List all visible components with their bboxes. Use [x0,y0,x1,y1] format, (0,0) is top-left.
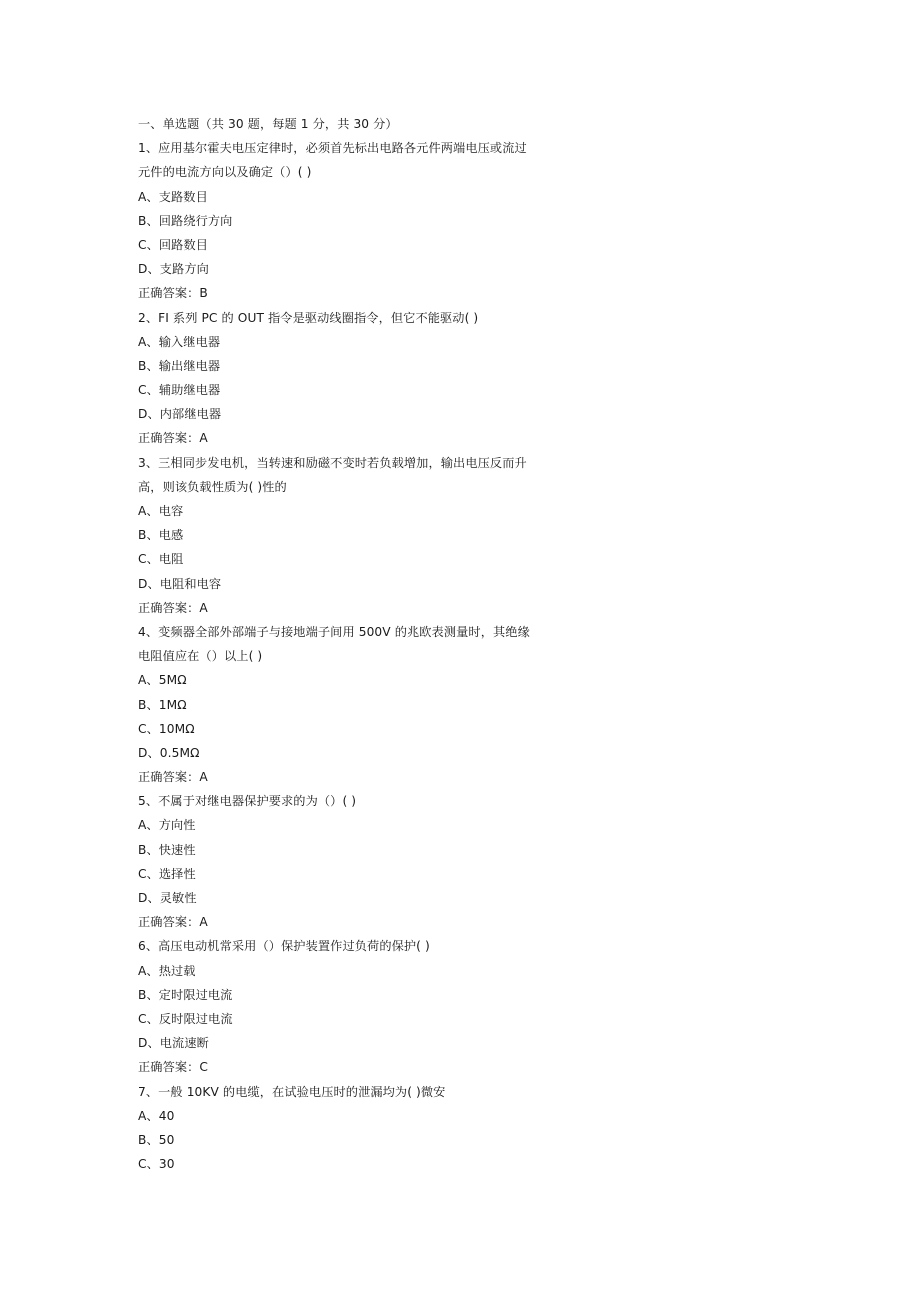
answer-option: D、内部继电器 [138,407,222,422]
answer-option: C、电阻 [138,552,184,567]
question-text: 元件的电流方向以及确定（）( ) [138,165,312,180]
question-text: 5、不属于对继电器保护要求的为（）( ) [138,794,357,809]
answer-option: D、电阻和电容 [138,576,222,591]
question-text: 7、一般 10KV 的电缆，在试验电压时的泄漏均为( )微安 [138,1084,446,1099]
answer-option: C、反时限过电流 [138,1011,233,1026]
correct-answer: 正确答案：C [138,1060,209,1075]
question-text: 电阻值应在（）以上( ) [138,649,263,664]
question-7 [138,1080,578,1177]
answer-option: A、电容 [138,504,184,518]
answer-option: B、快速性 [138,842,196,857]
correct-answer: 正确答案：A [138,431,208,446]
question-6 [138,934,578,1079]
answer-option: B、1MΩ [138,697,187,712]
answer-option: A、40 [138,1108,175,1123]
answer-option: B、定时限过电流 [138,987,233,1002]
question-list [138,136,578,1176]
answer-option: A、输入继电器 [138,334,221,349]
question-4 [138,620,578,789]
correct-answer: 正确答案：A [138,600,208,615]
question-1 [138,136,578,305]
answer-option: A、热过载 [138,963,196,978]
question-text: 3、三相同步发电机，当转速和励磁不变时若负载增加，输出电压反而升 [138,455,527,470]
answer-option: C、30 [138,1157,175,1172]
answer-option: C、选择性 [138,866,196,881]
question-text: 高，则该负载性质为( )性的 [138,479,287,494]
section-title: 一、单选题（共 30 题，每题 1 分，共 30 分） [138,117,398,131]
answer-option: B、输出继电器 [138,358,221,373]
answer-option: D、电流速断 [138,1036,209,1051]
answer-option: D、0.5MΩ [138,745,200,760]
correct-answer: 正确答案：A [138,770,208,785]
answer-option: A、方向性 [138,818,196,833]
answer-option: C、10MΩ [138,721,195,736]
question-5 [138,789,578,934]
correct-answer: 正确答案：A [138,915,208,930]
answer-option: D、灵敏性 [138,891,197,905]
question-3 [138,451,578,620]
question-text: 1、应用基尔霍夫电压定律时，必须首先标出电路各元件两端电压或流过 [138,141,527,156]
question-2 [138,306,578,451]
question-text: 6、高压电动机常采用（）保护装置作过负荷的保护( ) [138,939,430,954]
answer-option: A、支路数目 [138,189,208,204]
correct-answer: 正确答案：B [138,286,208,301]
answer-option: A、5MΩ [138,673,187,688]
question-text: 4、变频器全部外部端子与接地端子间用 500V 的兆欧表测量时，其绝缘 [138,624,530,639]
answer-option: B、50 [138,1132,175,1147]
answer-option: C、回路数目 [138,237,209,252]
exam-content [138,112,578,1176]
answer-option: D、支路方向 [138,262,209,277]
question-text: 2、FI 系列 PC 的 OUT 指令是驱动线圈指令，但它不能驱动( ) [138,310,479,325]
answer-option: B、回路绕行方向 [138,213,233,228]
answer-option: C、辅助继电器 [138,383,221,398]
answer-option: B、电感 [138,528,184,543]
